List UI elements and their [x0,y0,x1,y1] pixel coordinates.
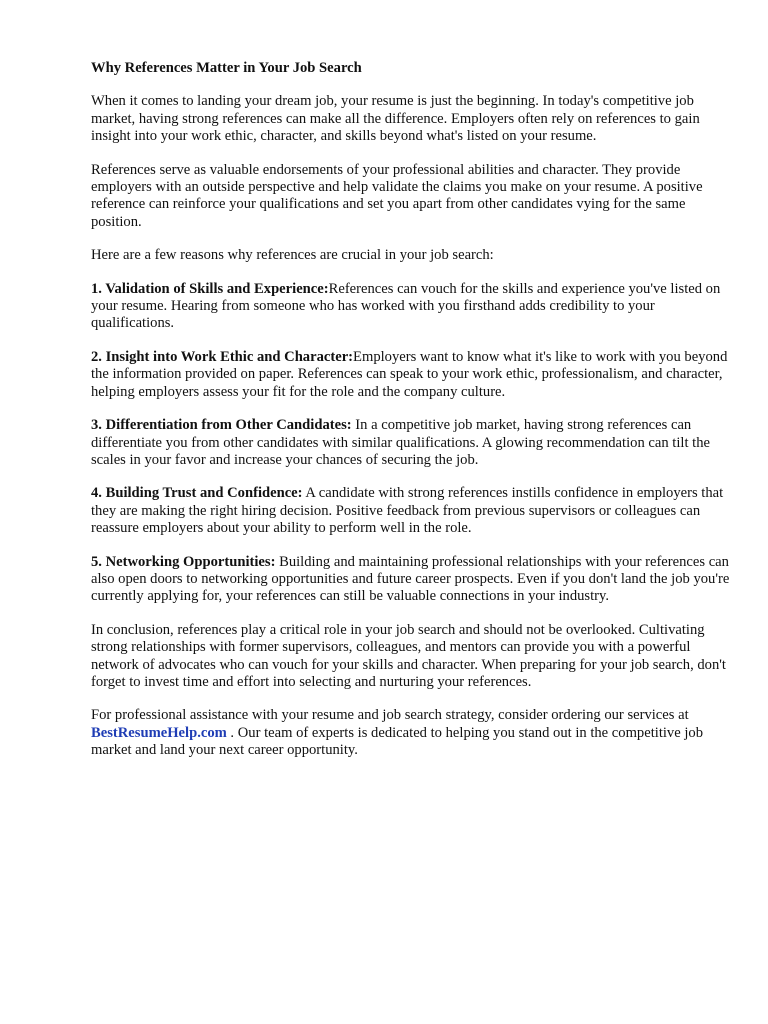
reason-body-5: Building and maintaining professional relationships with your references can also open doors to networking opportunities and future career prospects. Even if you don't land the job you're currently applying for, your references can still be valuable connections in your industry. [91,553,730,605]
reason-title-2: 2. Insight into Work Ethic and Character: [91,348,354,365]
reason-body-3: In a competitive job market, having strong references can differentiate you from other candidates with similar qualifications. A glowing recommendation can tilt the scales in your favor and increase your chances of securing the job. [91,417,710,468]
reason-item-3 [91,417,731,469]
reason-title-5: 5. Networking Opportunities: [91,553,276,570]
reason-item-1 [91,281,731,333]
reason-body-1: References can vouch for the skills and experience you've listed on your resume. Hearing from someone who has worked with you firsthand adds credibility to your qualifications. [91,280,721,332]
closing-text-after-link: . Our team of experts is dedicated to helping you stand out in the competitive job market and land your next career opportunity. [91,724,703,759]
bestresumehelp-link[interactable]: BestResumeHelp.com [91,724,227,741]
conclusion-paragraph: In conclusion, references play a critical role in your job search and should not be overlooked. Cultivating strong relationships with former supervisors, colleagues, and mentors can provide you with a powerful network of advocates who can vouch for your skills and character. When preparing for your job search, don't forget to invest time and effort into selecting and nurturing your references. [91,621,726,690]
reason-item-2 [91,349,731,401]
reason-title-1: 1. Validation of Skills and Experience: [91,280,329,297]
reason-body-2: Employers want to know what it's like to work with you beyond the information provided on paper. References can speak to your work ethic, professionalism, and character, helping employers assess your fit for the role and the company culture. [91,348,728,400]
reason-body-4: A candidate with strong references instills confidence in employers that they are making the right hiring decision. Positive feedback from previous supervisors or colleagues can reassure employers about your ability to perform well in the role. [91,485,724,537]
reason-item-5 [91,554,731,606]
intro-paragraph-1: When it comes to landing your dream job, your resume is just the beginning. In today's competitive job market, having strong references can make all the difference. Employers often rely on references to gain insight into your work ethic, character, and skills beyond what's listed on your resume. [91,93,700,145]
closing-paragraph [91,707,731,759]
reason-item-4 [91,485,731,537]
intro-paragraph-3: Here are a few reasons why references are crucial in your job search: [91,247,494,264]
intro-paragraph-2: References serve as valuable endorsements of your professional abilities and character. They provide employers with an outside perspective and help validate the claims you make on your resume. A positive reference can reinforce your qualifications and set you apart from other candidates vying for the same position. [91,161,703,230]
reason-title-3: 3. Differentiation from Other Candidates: [91,417,352,434]
reason-title-4: 4. Building Trust and Confidence: [91,485,303,502]
closing-text-before-link: For professional assistance with your resume and job search strategy, consider ordering our services at [91,707,689,724]
document-page [91,60,731,776]
document-title: Why References Matter in Your Job Search [91,60,362,76]
